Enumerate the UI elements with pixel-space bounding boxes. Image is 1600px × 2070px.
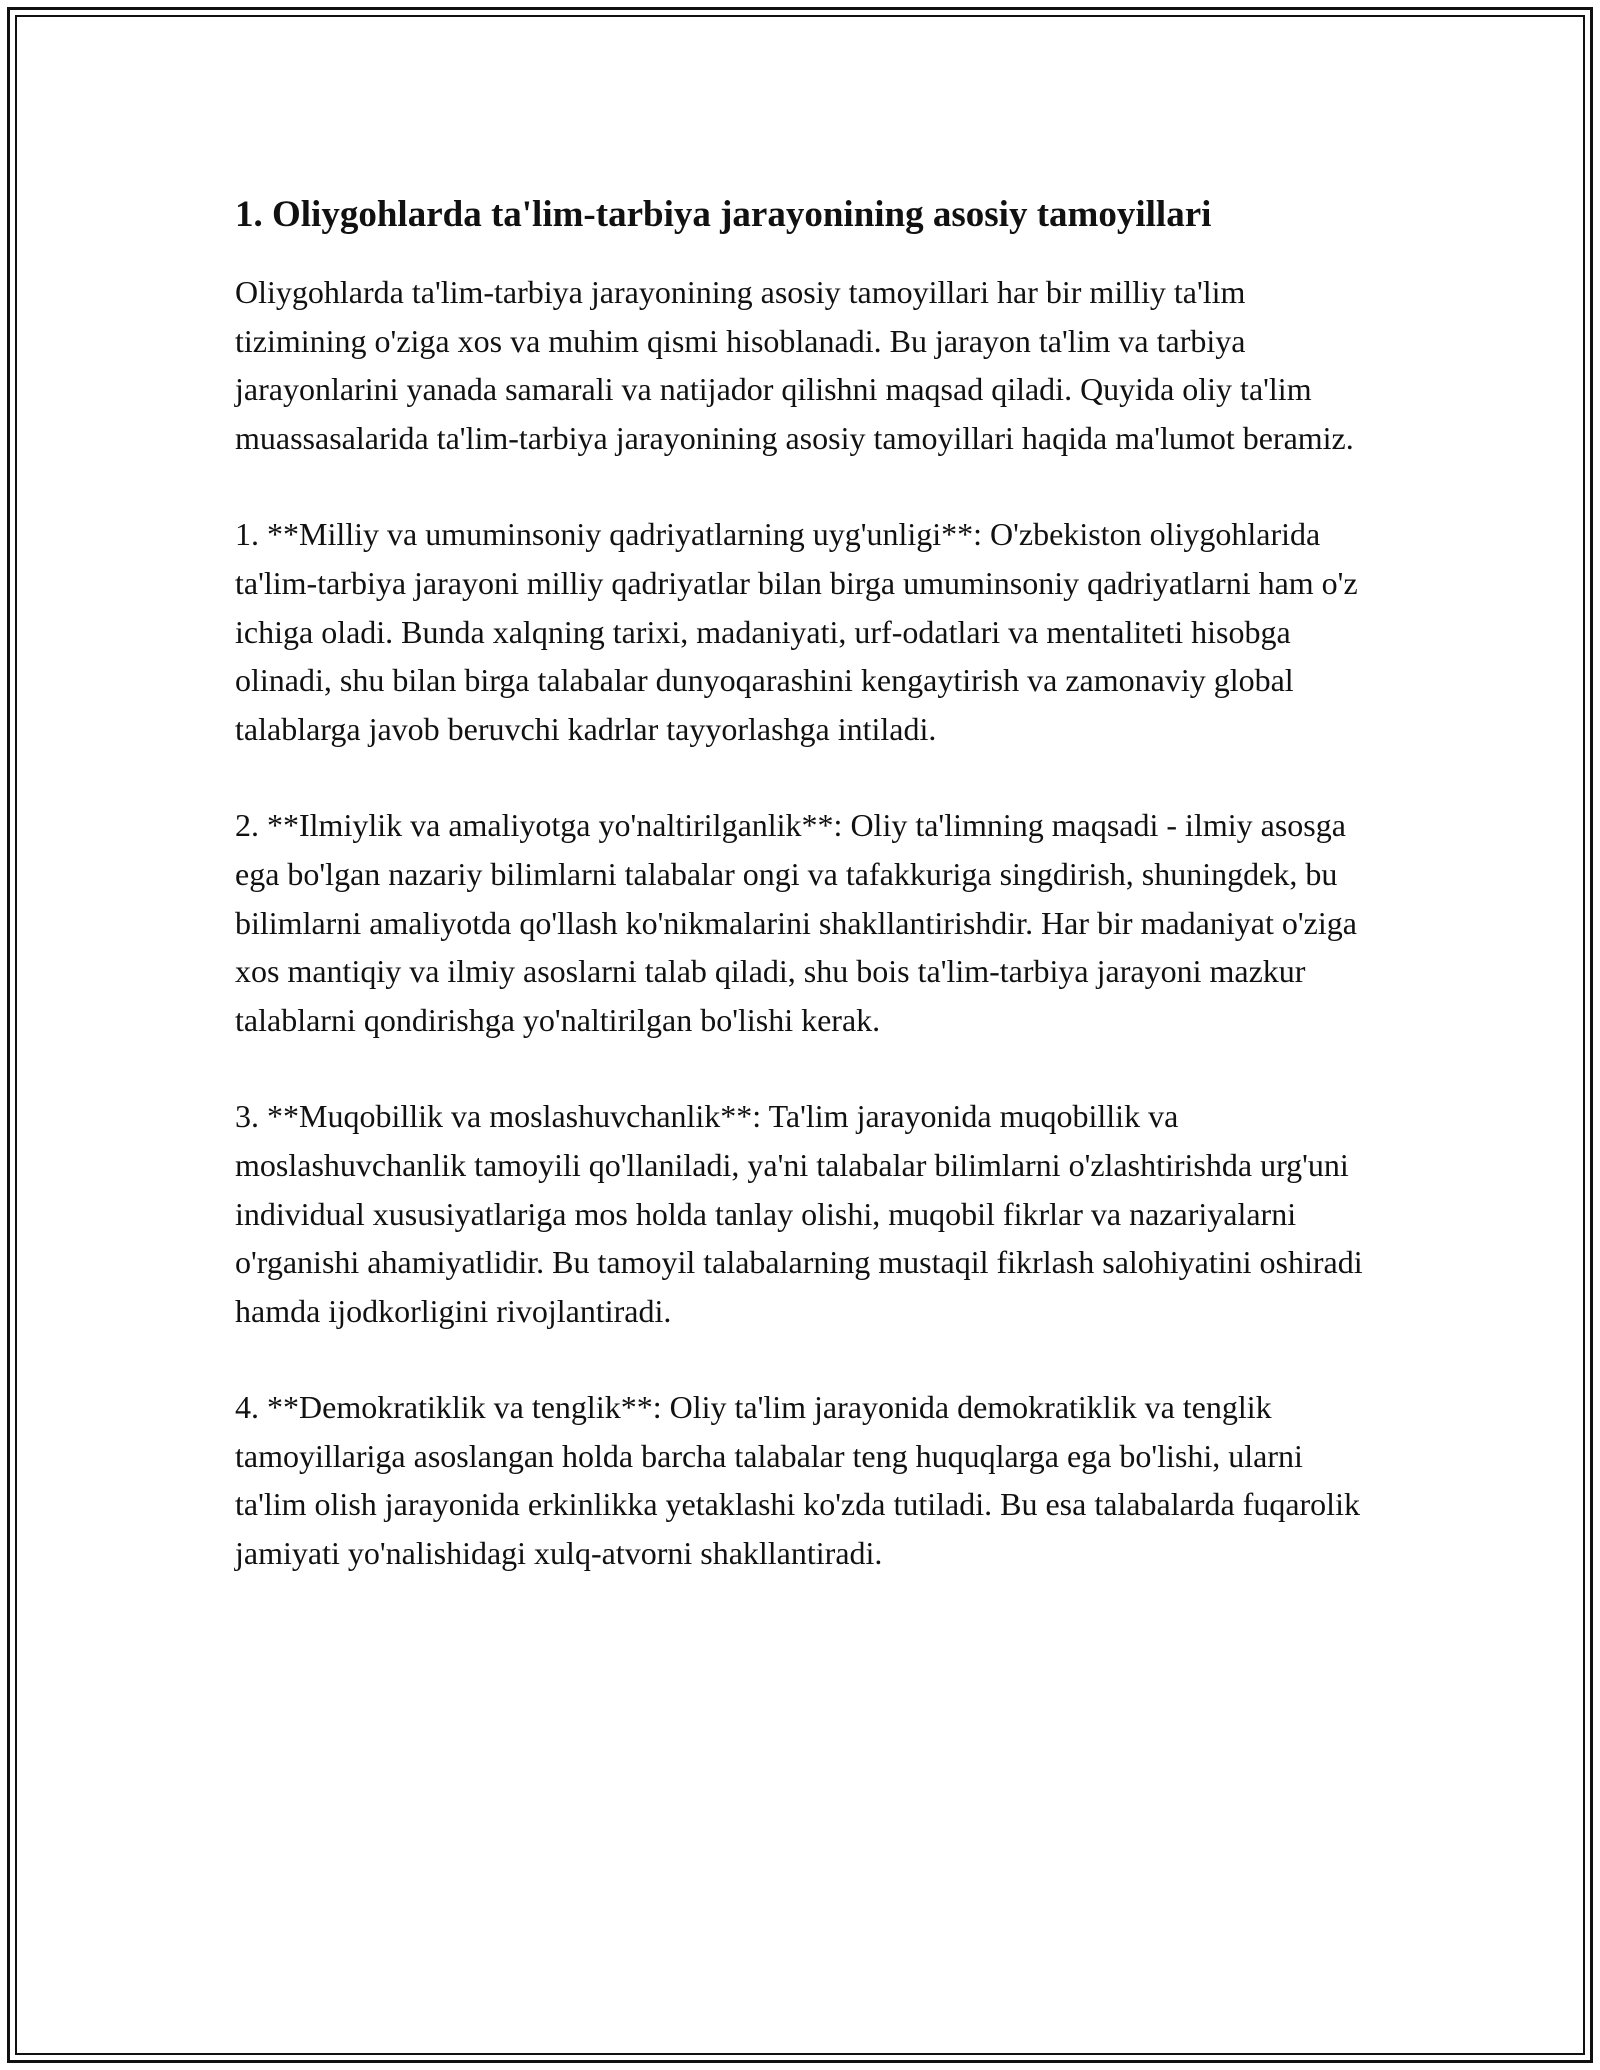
- document-body: [235, 192, 1365, 1626]
- principle-item-3: 3. **Muqobillik va moslashuvchanlik**: Ta'lim jarayonida muqobillik va moslashuvchanlik tamoyili qo'llaniladi, ya'ni talabalar bilimlarni o'zlashtirishda urg'uni individual xususiyatlariga mos holda tanlay olishi, muqobil fikrlar va nazariyalarni o'rganishi ahamiyatlidir. Bu tamoyil talabalarning mustaqil fikrlash salohiyatini oshiradi hamda ijodkorligini rivojlantiradi.: [235, 1098, 1363, 1329]
- document-title: 1. Oliygohlarda ta'lim-tarbiya jarayonining asosiy tamoyillari: [235, 194, 1212, 235]
- principle-item-4: 4. **Demokratiklik va tenglik**: Oliy ta'lim jarayonida demokratiklik va tenglik tamoyillariga asoslangan holda barcha talabalar teng huquqlarga ega bo'lishi, ularni ta'lim olish jarayonida erkinlikka yetaklashi ko'zda tutiladi. Bu esa talabalarda fuqarolik jamiyati yo'nalishidagi xulq-atvorni shakllantiradi.: [235, 1389, 1360, 1572]
- intro-paragraph: Oliygohlarda ta'lim-tarbiya jarayonining asosiy tamoyillari har bir milliy ta'lim tizimining o'ziga xos va muhim qismi hisoblanadi. Bu jarayon ta'lim va tarbiya jarayonlarini yanada samarali va natijador qilishni maqsad qiladi. Quyida oliy ta'lim muassasalarida ta'lim-tarbiya jarayonining asosiy tamoyillari haqida ma'lumot beramiz.: [235, 274, 1354, 456]
- principle-item-1: 1. **Milliy va umuminsoniy qadriyatlarning uyg'unligi**: O'zbekiston oliygohlarida ta'lim-tarbiya jarayoni milliy qadriyatlar bilan birga umuminsoniy qadriyatlarni ham o'z ichiga oladi. Bunda xalqning tarixi, madaniyati, urf-odatlari va mentaliteti hisobga olinadi, shu bilan birga talabalar dunyoqarashini kengaytirish va zamonaviy global talablarga javob beruvchi kadrlar tayyorlashga intiladi.: [235, 516, 1358, 747]
- principle-item-2: 2. **Ilmiylik va amaliyotga yo'naltirilganlik**: Oliy ta'limning maqsadi - ilmiy asosga ega bo'lgan nazariy bilimlarni talabalar ongi va tafakkuriga singdirish, shuningdek, bu bilimlarni amaliyotda qo'llash ko'nikmalarini shakllantirishdir. Har bir madaniyat o'ziga xos mantiqiy va ilmiy asoslarni talab qiladi, shu bois ta'lim-tarbiya jarayoni mazkur talablarni qondirishga yo'naltirilgan bo'lishi kerak.: [235, 807, 1357, 1038]
